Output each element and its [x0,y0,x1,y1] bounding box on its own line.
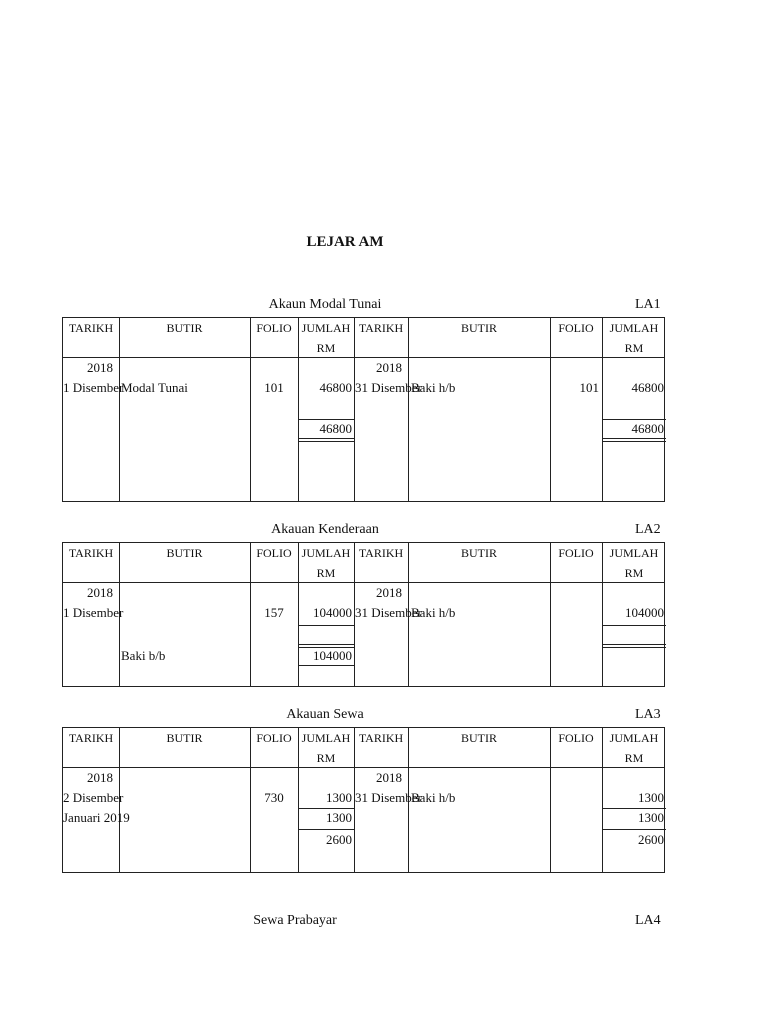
account-code-la3: LA3 [635,707,661,722]
credit-total: 2600 [638,832,664,847]
header-butir: BUTIR [461,321,497,335]
header-folio: FOLIO [558,731,594,745]
header-jumlah: JUMLAH [301,546,351,560]
header-tarikh: TARIKH [68,546,114,560]
account-title-la4: Sewa Prabayar [253,913,337,928]
header-tarikh: TARIKH [358,321,404,335]
header-folio: FOLIO [558,546,594,560]
account-code-la1: LA1 [635,297,661,312]
header-rm: RM [316,751,336,765]
credit-amount-2: 1300 [638,810,664,825]
account-code-la4: LA4 [635,913,661,928]
account-title-la3: Akauan Sewa [286,707,364,722]
account-title-la1: Akaun Modal Tunai [268,297,382,312]
header-tarikh: TARIKH [358,731,404,745]
credit-butir: Baki h/b [411,790,456,805]
credit-amount: 46800 [631,380,664,395]
header-butir: BUTIR [166,731,203,745]
header-butir: BUTIR [166,321,203,335]
debit-year: 2018 [87,360,113,375]
header-butir: BUTIR [461,546,497,560]
credit-year: 2018 [376,360,402,375]
header-butir: BUTIR [461,731,497,745]
header-rm: RM [624,566,644,580]
debit-folio: 730 [264,790,284,805]
debit-year: 2018 [87,585,113,600]
header-rm: RM [624,341,644,355]
debit-date: 1 Disember [63,380,124,395]
debit-year: 2018 [87,770,113,785]
header-jumlah: JUMLAH [301,731,351,745]
debit-amount-2: 1300 [326,810,352,825]
credit-amount: 1300 [638,790,664,805]
credit-amount: 104000 [625,605,664,620]
debit-total: 46800 [319,421,352,436]
debit-folio: 157 [264,605,284,620]
ledger-table-la1 [62,317,665,502]
debit-amount: 1300 [326,790,352,805]
debit-date-2: Januari 2019 [63,810,130,825]
credit-butir: Baki h/b [411,605,456,620]
header-jumlah: JUMLAH [609,321,659,335]
header-jumlah: JUMLAH [609,546,659,560]
header-tarikh: TARIKH [358,546,404,560]
header-tarikh: TARIKH [68,321,114,335]
debit-butir: Modal Tunai [121,380,188,395]
debit-total: 104000 [313,648,352,663]
header-folio: FOLIO [256,546,292,560]
credit-year: 2018 [376,770,402,785]
header-jumlah: JUMLAH [301,321,351,335]
header-folio: FOLIO [256,731,292,745]
credit-date: 31 Disember [355,605,422,620]
header-rm: RM [316,566,336,580]
credit-total: 46800 [631,421,664,436]
header-tarikh: TARIKH [68,731,114,745]
debit-date: 2 Disember [63,790,124,805]
debit-amount: 104000 [313,605,352,620]
credit-year: 2018 [376,585,402,600]
ledger-table-la3 [62,727,665,873]
header-butir: BUTIR [166,546,203,560]
header-folio: FOLIO [558,321,594,335]
header-folio: FOLIO [256,321,292,335]
credit-folio: 101 [579,380,599,395]
debit-butir-balance: Baki b/b [121,648,166,663]
header-jumlah: JUMLAH [609,731,659,745]
debit-total: 2600 [326,832,352,847]
page-title: LEJAR AM [306,234,384,250]
ledger-table-la2 [62,542,665,687]
credit-date: 31 Disember [355,380,422,395]
account-title-la2: Akauan Kenderaan [271,522,379,537]
debit-folio: 101 [264,380,284,395]
debit-date: 1 Disember [63,605,124,620]
debit-amount: 46800 [319,380,352,395]
account-code-la2: LA2 [635,522,661,537]
header-rm: RM [316,341,336,355]
header-rm: RM [624,751,644,765]
credit-date: 31 Disember [355,790,422,805]
credit-butir: Baki h/b [411,380,456,395]
